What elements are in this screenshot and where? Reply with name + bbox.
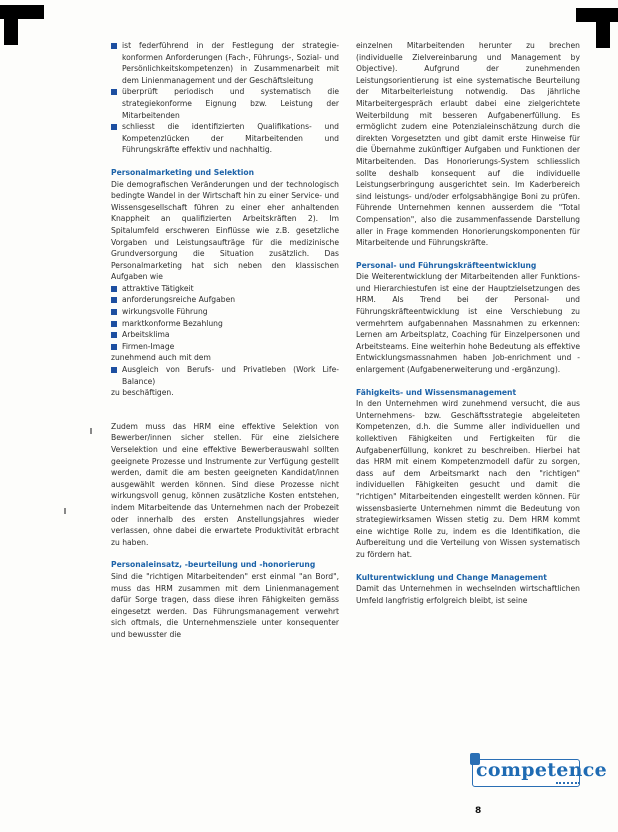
section-heading: Personalmarketing und Selektion: [111, 167, 254, 177]
paragraph: Zudem muss das HRM eine effektive Selektion von Bewerber/innen sicher stellen. Für eine zielsichere Verselektion und eine effektive Bewerberauswahl sollten geeignete Prozesse und Instrumente zur Verfügung gestellt werden, damit die am besten geeigneten Kandidat/innen ausgewählt werden können. Sind diese Prozesse nicht wirkungsvoll genug, können zusätzliche Kosten entstehen, indem Mitarbeitende das Unternehmen nach der Probezeit oder innerhalb des ersten Anstellungsjahres wieder verlassen, ohne dabei die erwartete Produktivität erbracht zu haben.: [111, 421, 339, 547]
list-item: überprüft periodisch und systematisch die strategiekonforme Eignung bzw. Leistung der Mitarbeitenden: [111, 86, 339, 121]
list-item: anforderungsreiche Aufgaben: [111, 294, 339, 306]
page-number: 8: [475, 806, 482, 816]
section-heading: Personaleinsatz, -beurteilung und -honorierung: [111, 560, 316, 570]
list-item: ist federführend in der Festlegung der strategie-konformen Anforderungen (Fach-, Führungs-, Sozial- und Persönlichkeitskompetenzen) in Zusammenarbeit mit dem Linienmanagement und der Geschäftsleitung: [111, 40, 339, 86]
list-item: marktkonforme Bezahlung: [111, 318, 339, 330]
paragraph: einzelnen Mitarbeitenden herunter zu brechen (individuelle Zielvereinbarung und Management by Objective). Aufgrund der zunehmenden Leistungsorientierung ist eine systematische Beurteilung der Mitarbeiterleistung notwendig. Das jährliche Mitarbeitergespräch erlaubt dabei eine zielgerichtete Weiterbildung mit besseren Aufgabenerfüllung. Es ermöglicht zudem eine Potenzialeinschätzung durch die direkten Vorgesetzten und gibt damit erste Hinweise für die Übernahme zukünftiger Aufgaben und Funktionen der Mitarbeitenden. Das Honorierungs-System schliesslich sollte deshalb konsequent auf die individuelle Leistungserbringung ausgerichtet sein. Im Kaderbereich sind leistungs- und/oder erfolgsabhängige Boni zu prüfen. Führende Unternehmen kennen ausserdem die "Total Compensation", also die zusammenfassende Darstellung aller in Frage kommenden Honorierungskomponenten für Mitarbeitende und Führungskräfte.: [356, 41, 580, 248]
section-heading: Fähigkeits- und Wissensmanagement: [356, 387, 517, 397]
competence-logo: [470, 753, 608, 791]
margin-mark: [64, 508, 66, 514]
balance-list: [111, 364, 339, 387]
paragraph: Die demografischen Veränderungen und der technologisch bedingte Wandel in der Wirtschaft hin zu einer Service- und Wissensgesellschaft führen zu einer eher anhaltenden Knappheit an qualifizierten Arbeitskräften 2). Im Spitalumfeld erschweren Einflüsse wie z.B. gesetzliche Vorgaben und Leistungsaufträge für die medizinische Grundversorgung die Situation zusätzlich. Das Personalmarketing hat sich neben den klassischen Aufgaben wie: [111, 179, 339, 282]
section-heading: Kulturentwicklung und Change Management: [356, 572, 547, 582]
right-column: [356, 40, 580, 606]
paragraph: In den Unternehmen wird zunehmend versucht, die aus Unternehmens- bzw. Geschäftsstrategie abgeleiteten Kompetenzen, d.h. die Summe aller individuellen und kollektiven Fähigkeiten und Fertigkeiten für die Aufgabenerfüllung, konkret zu beschreiben. Hierbei hat das HRM mit einem Kompetenzmodell dafür zu sorgen, dass auf dem Arbeitsmarkt nach den "richtigen" individuellen Fähigkeiten gesucht und damit die "richtigen" Mitarbeitenden eingestellt werden können. Für wissensbasierte Unternehmen nimmt die Bedeutung von strategiewirksamen Wissen stetig zu. Dem HRM kommt eine wichtige Rolle zu, indem es die Identifikation, die Aufbereitung und die Verteilung von Wissen systematisch zu fördern hat.: [356, 399, 580, 559]
list-item: Ausgleich von Berufs- und Privatleben (Work Life-Balance): [111, 364, 339, 387]
list-item: Arbeitsklima: [111, 329, 339, 341]
margin-mark: [90, 428, 92, 434]
paragraph: Damit das Unternehmen in wechselnden wirtschaftlichen Umfeld langfristig erfolgreich bleibt, ist seine: [356, 584, 580, 605]
list-item: attraktive Tätigkeit: [111, 283, 339, 295]
list-item: Firmen-Image: [111, 341, 339, 353]
logo-dots-icon: [556, 782, 580, 786]
logo-wordmark: competence: [476, 759, 608, 781]
list-item: schliesst die identifizierten Qualifikations- und Kompetenzlücken der Mitarbeitenden und Führungskräfte effektiv und nachhaltig.: [111, 121, 339, 156]
paragraph: zunehmend auch mit dem: [111, 353, 211, 363]
section-heading: Personal- und Führungskräfteentwicklung: [356, 260, 537, 270]
list-item: wirkungsvolle Führung: [111, 306, 339, 318]
responsibility-list: [111, 40, 339, 156]
paragraph: Die Weiterentwicklung der Mitarbeitenden aller Funktions- und Hierarchiestufen ist eine der Hauptzielsetzungen des HRM. Als Trend bei der Personal- und Führungskräfteentwicklung ist eine Verschiebung zu vermehrtem aufgabennahen Massnahmen zu erkennen: Lernen am Arbeitsplatz, Coaching für Einzelpersonen und Arbeitsteams. Eine weiterhin hohe Bedeutung als effektive Entwicklungsmassnahmen haben Job-enrichment und -enlargement (Aufgabenerweiterung und -ergänzung).: [356, 272, 580, 375]
task-list: [111, 283, 339, 353]
crop-mark-right-vertical: [596, 8, 610, 48]
paragraph: Sind die "richtigen Mitarbeitenden" erst einmal "an Bord", muss das HRM zusammen mit dem Linienmanagement dafür Sorge tragen, dass diese ihren Fähigkeiten gemäss eingesetzt werden. Das Führungsmanagement verwehrt sich oftmals, die Unternehmensziele unter konsequenter und bewusster die: [111, 571, 339, 639]
paragraph: zu beschäftigen.: [111, 388, 174, 398]
left-column: [111, 40, 339, 641]
crop-mark-left-vertical: [4, 5, 18, 45]
